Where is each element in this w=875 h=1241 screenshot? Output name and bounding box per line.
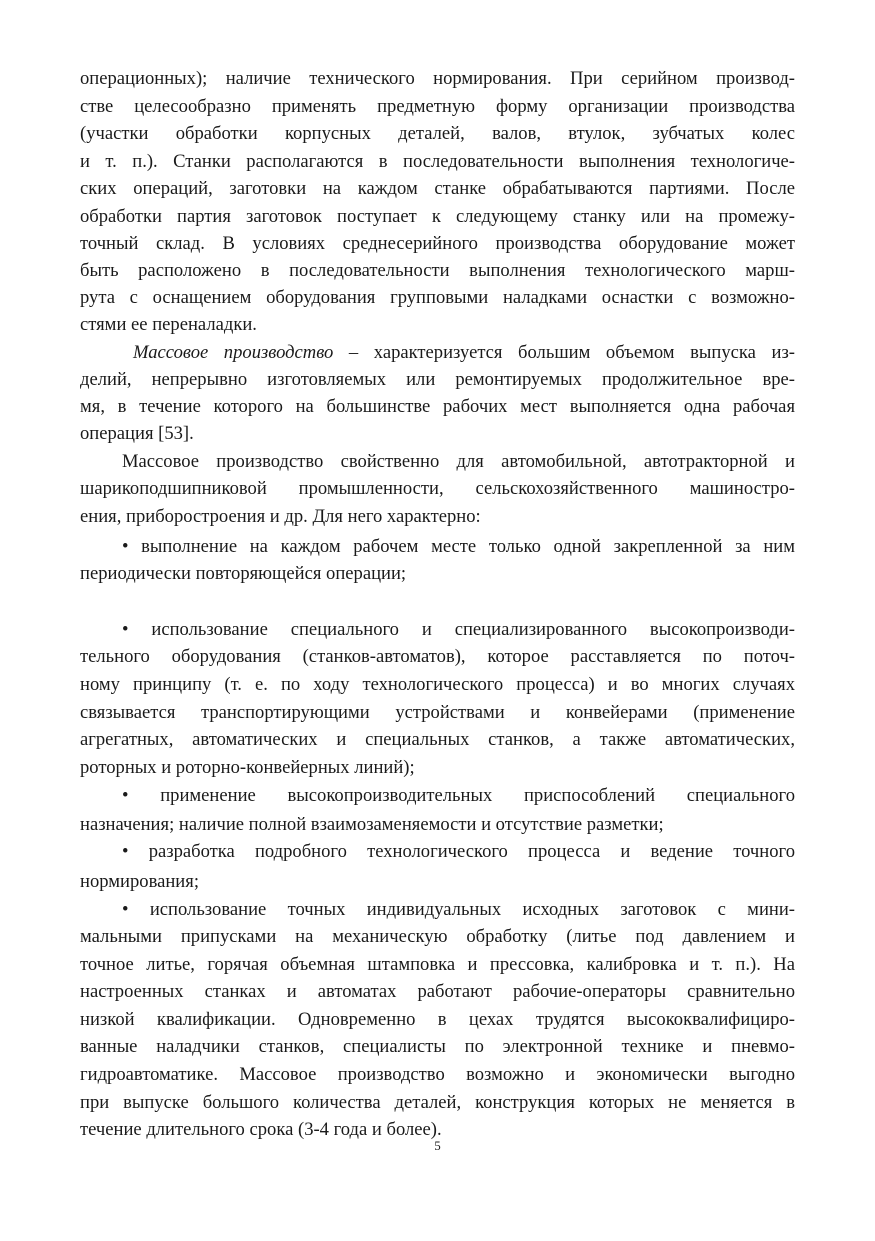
text-line <box>80 645 795 669</box>
line-text: назначения; наличие полной взаимозаменяемости и отсутствие разметки; <box>80 814 664 835</box>
line-text: при выпуске большого количества деталей, конструкция которых не меняется в <box>80 1092 795 1113</box>
text-line <box>80 953 795 977</box>
line-text: мя, в течение которого на большинстве рабочих мест выполняется одна рабочая <box>80 396 795 417</box>
text-line <box>122 898 795 922</box>
text-line <box>133 341 795 365</box>
line-text: агрегатных, автоматических и специальных станков, а также автоматических, <box>80 729 795 750</box>
line-text: – характеризуется большим объемом выпуска из- <box>333 342 795 363</box>
line-text: точное литье, горячая объемная штамповка и прессовка, калибровка и т. п.). На <box>80 954 795 975</box>
line-text: точный склад. В условиях среднесерийного производства оборудование может <box>80 233 795 254</box>
text-line <box>80 122 795 146</box>
line-text: гидроавтоматике. Массовое производство возможно и экономически выгодно <box>80 1064 795 1085</box>
line-text: операция [53]. <box>80 423 194 444</box>
text-line <box>80 980 795 1004</box>
line-text: ванные наладчики станков, специалисты по электронной технике и пневмо- <box>80 1036 795 1057</box>
line-text: периодически повторяющейся операции; <box>80 563 407 584</box>
text-line <box>80 368 795 392</box>
line-text: • использование точных индивидуальных исходных заготовок с мини- <box>122 899 795 920</box>
text-line <box>80 422 795 446</box>
line-text: и т. п.). Станки располагаются в последовательности выполнения технологиче- <box>80 151 795 172</box>
line-text: • разработка подробного технологического процесса и ведение точного <box>122 841 795 862</box>
line-text: мальными припусками на механическую обработку (литье под давлением и <box>80 926 795 947</box>
line-text: ному принципу (т. е. по ходу технологического процесса) и во многих случаях <box>80 674 795 695</box>
text-line <box>80 1008 795 1032</box>
text-line <box>122 784 795 808</box>
text-line <box>80 259 795 283</box>
text-line <box>80 1091 795 1115</box>
text-line <box>80 701 795 725</box>
line-text: стями ее переналадки. <box>80 314 257 335</box>
line-text: • использование специального и специализированного высокопроизводи- <box>122 619 795 640</box>
line-text: рута с оснащением оборудования групповыми наладками оснастки с возможно- <box>80 287 795 308</box>
text-line <box>80 562 795 586</box>
line-text: • выполнение на каждом рабочем месте только одной закрепленной за ним <box>122 536 795 557</box>
text-line <box>122 535 795 559</box>
text-line <box>80 150 795 174</box>
text-line <box>80 232 795 256</box>
text-line <box>80 477 795 501</box>
text-line <box>122 450 795 474</box>
line-text: делий, непрерывно изготовляемых или ремонтируемых продолжительное вре- <box>80 369 795 390</box>
text-line <box>80 505 795 529</box>
line-text: ения, приборостроения и др. Для него характерно: <box>80 506 481 527</box>
italic-term: Массовое производство <box>133 342 334 363</box>
text-line <box>80 67 795 91</box>
text-line <box>80 756 795 780</box>
line-text: • применение высокопроизводительных приспособлений специального <box>122 785 795 806</box>
line-text: шарикоподшипниковой промышленности, сельскохозяйственного машиностро- <box>80 478 795 499</box>
text-line <box>80 395 795 419</box>
line-text: связывается транспортирующими устройствами и конвейерами (применение <box>80 702 795 723</box>
text-line <box>80 205 795 229</box>
line-text: обработки партия заготовок поступает к следующему станку или на промежу- <box>80 206 795 227</box>
line-text: Массовое производство свойственно для автомобильной, автотракторной и <box>122 451 795 472</box>
text-line <box>80 673 795 697</box>
line-text: быть расположено в последовательности выполнения технологического марш- <box>80 260 795 281</box>
page-number: 5 <box>434 1138 441 1153</box>
text-line <box>80 1063 795 1087</box>
line-text: нормирования; <box>80 871 199 892</box>
text-line <box>80 95 795 119</box>
line-text: настроенных станках и автоматах работают рабочие-операторы сравнительно <box>80 981 795 1002</box>
line-text: стве целесообразно применять предметную форму организации производства <box>80 96 795 117</box>
line-text: ских операций, заготовки на каждом станке обрабатываются партиями. После <box>80 178 795 199</box>
text-line <box>80 1035 795 1059</box>
line-text: роторных и роторно-конвейерных линий); <box>80 757 415 778</box>
text-line <box>80 286 795 310</box>
line-text: низкой квалификации. Одновременно в цехах трудятся высококвалифициро- <box>80 1009 795 1030</box>
text-line <box>80 870 795 894</box>
line-text: (участки обработки корпусных деталей, валов, втулок, зубчатых колес <box>80 123 795 144</box>
text-line <box>80 728 795 752</box>
text-line <box>80 177 795 201</box>
line-text: тельного оборудования (станков-автоматов), которое расставляется по поточ- <box>80 646 795 667</box>
text-line <box>122 840 795 864</box>
text-line <box>80 925 795 949</box>
text-line <box>80 813 795 837</box>
line-text: течение длительного срока (3-4 года и более). <box>80 1119 442 1140</box>
text-line <box>80 313 795 337</box>
line-text: операционных); наличие технического нормирования. При серийном производ- <box>80 68 795 89</box>
text-line <box>122 618 795 642</box>
